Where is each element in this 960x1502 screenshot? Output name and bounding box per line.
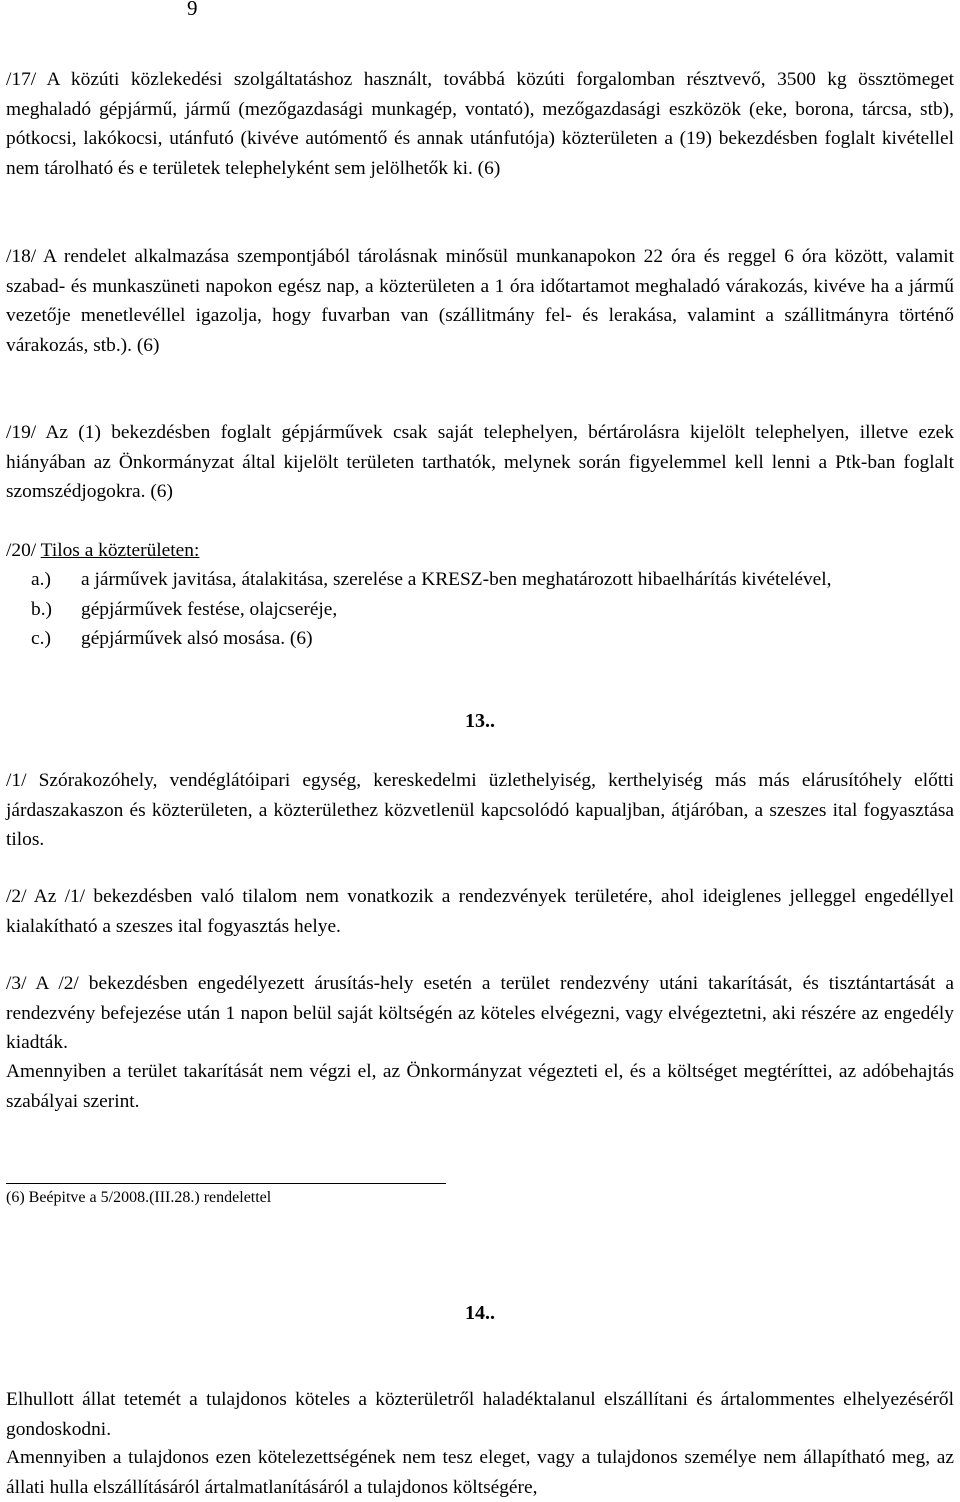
section-13-paragraph-3: /3/ A /2/ bekezdésben engedélyezett árusítás-hely esetén a terület rendezvény utáni takarítását, és tisztántartását a rendezvény befejezése után 1 napon belül saját költségén az köteles elvégezni, vagy elvégeztetni, aki részére az engedély kiadták. bbox=[6, 973, 954, 1053]
section-14-paragraph-1: Elhullott állat tetemét a tulajdonos köteles a közterületről haladéktalanul elszállítani és ártalommentes elhelyezéséről gondoskodni. bbox=[6, 1389, 954, 1440]
list-item-text: a járművek javitása, átalakitása, szerelése a KRESZ-ben meghatározott hibaelhárítás kivételével, bbox=[81, 569, 832, 590]
paragraph-20-title: Tilos a közterületen: bbox=[40, 540, 200, 561]
list-item bbox=[31, 624, 954, 654]
list-item-marker: a.) bbox=[31, 569, 51, 590]
section-13-paragraph-3b: Amennyiben a terület takarítását nem végzi el, az Önkormányzat végezteti el, és a költséget megtéríttei, az adóbehajtás szabályai szerint. bbox=[6, 1061, 954, 1112]
section-13-paragraph-2: /2/ Az /1/ bekezdésben való tilalom nem vonatkozik a rendezvények területére, ahol ideiglenes jelleggel engedéllyel kialakítható a szeszes ital fogyasztás helye. bbox=[6, 886, 954, 937]
page-number: 9 bbox=[187, 0, 198, 20]
paragraph-20-heading bbox=[6, 536, 199, 566]
prohibited-activities-list bbox=[31, 565, 954, 654]
footnote: (6) Beépitve a 5/2008.(III.28.) rendelettel bbox=[6, 1189, 272, 1206]
section-13-title: 13.. bbox=[465, 710, 495, 732]
list-item-text: gépjárművek festése, olajcseréje, bbox=[81, 598, 338, 620]
paragraph-17: /17/ A közúti közlekedési szolgáltatáshoz használt, továbbá közúti forgalomban résztvevő, 3500 kg össztömeget meghaladó gépjármű, jármű (mezőgazdasági munkagép, vontató), mezőgazdasági eszközök (eke, borona, tárcsa, stb), pótkocsi, lakókocsi, utánfutó (kivéve autómentő és annak utánfutója) közterületen a (19) bekezdésben foglalt kivétellel nem tárolható és e területek telephelyként sem jelölhetők ki. (6) bbox=[6, 69, 954, 179]
paragraph-19: /19/ Az (1) bekezdésben foglalt gépjárművek csak saját telephelyen, bértárolásra kijelölt telephelyen, illetve ezek hiányában az Önkormányzat által kijelölt területen tarthatók, melynek során figyelemmel kell lenni a Ptk-ban foglalt szomszédjogokra. (6) bbox=[6, 422, 954, 502]
paragraph-20-number: /20/ bbox=[6, 540, 41, 561]
list-item bbox=[31, 565, 954, 595]
section-14-paragraph-2: Amennyiben a tulajdonos ezen kötelezettségének nem tesz eleget, vagy a tulajdonos személye nem állapítható meg, az állati hulla elszállításáról ártalmatlanításáról a tulajdonos költségére, bbox=[6, 1447, 954, 1498]
paragraph-18: /18/ A rendelet alkalmazása szempontjából tárolásnak minősül munkanapokon 22 óra és reggel 6 óra között, valamit szabad- és munkaszüneti napokon egész nap, a közterületen a 1 óra időtartamot meghaladó várakozás, kivéve ha a jármű vezetője menetlevéllel igazolja, hogy fuvarban van (szállitmány fel- és lerakása, valamint a szállitmányra történő várakozás, stb.). (6) bbox=[6, 246, 954, 356]
list-item bbox=[31, 595, 954, 625]
list-item-marker: b.) bbox=[31, 598, 53, 620]
footnote-divider bbox=[6, 1183, 446, 1184]
section-14-title: 14.. bbox=[465, 1302, 495, 1324]
section-13-paragraph-1: /1/ Szórakozóhely, vendéglátóipari egység, kereskedelmi üzlethelyiség, kerthelyiség más más elárusítóhely előtti járdaszakaszon és közterületen, a közterülethez közvetlenül kapcsolódó kapualjban, átjáróban, a szeszes ital fogyasztása tilos. bbox=[6, 770, 954, 850]
list-item-marker: c.) bbox=[31, 628, 51, 649]
list-item-text: gépjárművek alsó mosása. (6) bbox=[81, 628, 313, 649]
